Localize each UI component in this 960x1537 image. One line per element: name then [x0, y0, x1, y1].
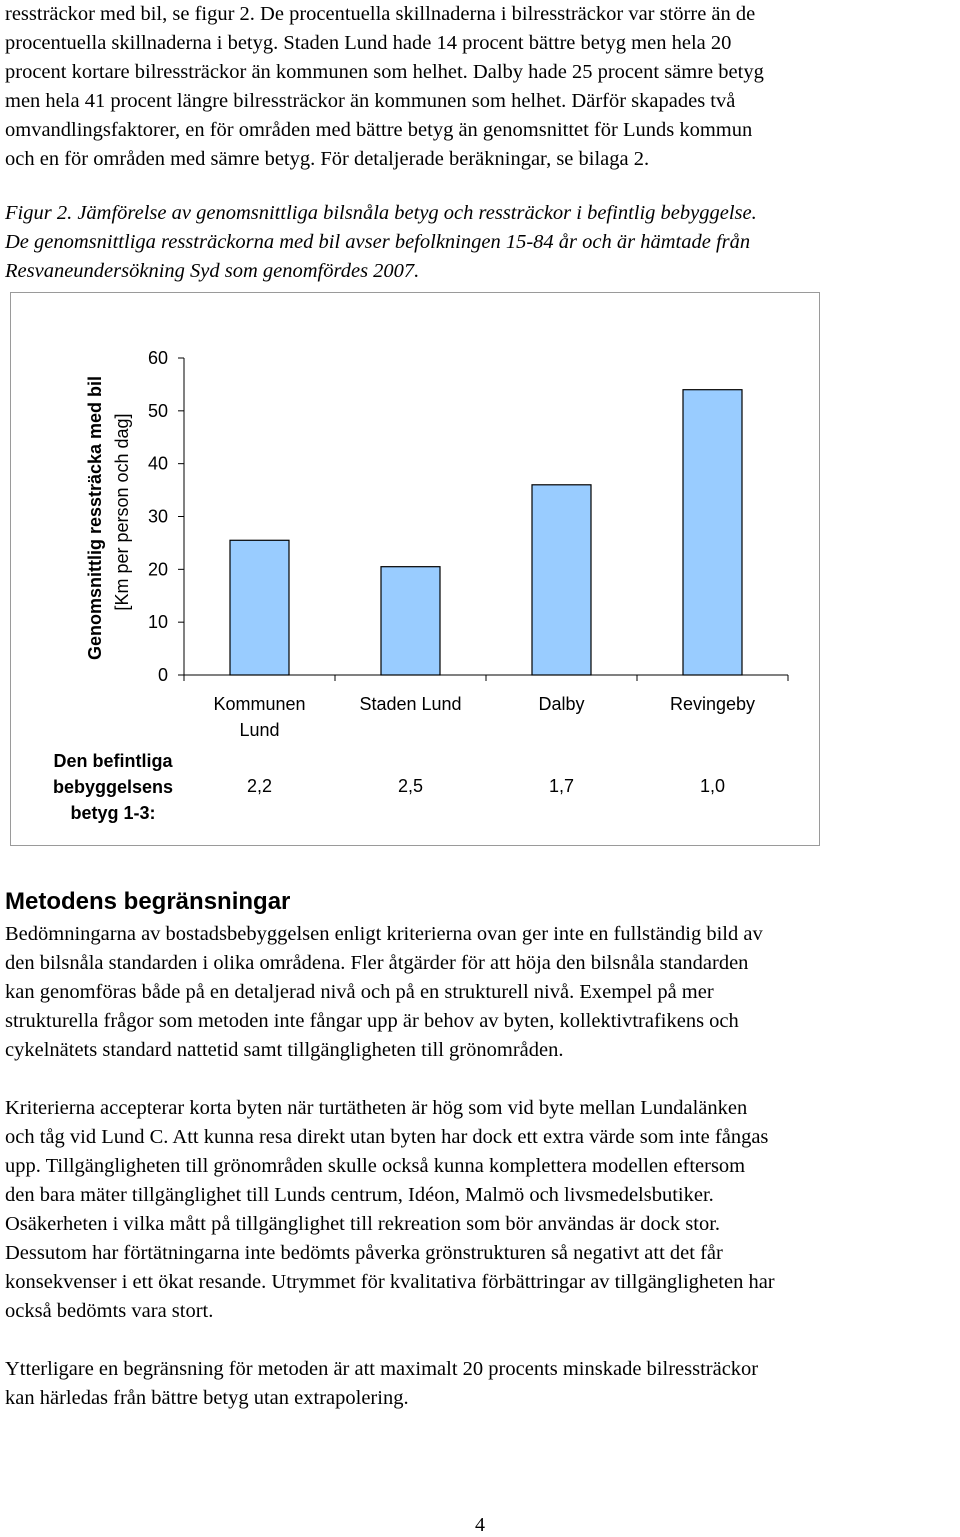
p3-line-2: kan härledas från bättre betyg utan extrapolering.	[5, 1387, 409, 1409]
score-label-line-3: betyg 1-3:	[70, 803, 156, 823]
section-paragraph-3	[5, 1355, 955, 1413]
section-heading: Metodens begränsningar	[5, 888, 291, 915]
section-paragraph-1	[5, 920, 955, 1065]
bars	[230, 390, 742, 675]
scores	[247, 776, 725, 796]
y-axis-title-line-1: Genomsnittlig ressträcka med bil	[85, 375, 105, 661]
p2-line-4: den bara mäter tillgänglighet till Lunds centrum, Idéon, Malmö och livsmedelsbutiker.	[5, 1184, 714, 1206]
p2-line-7: konsekvenser i ett ökat resande. Utrymmet för kvalitativa förbättringar av tillgängligheten har	[5, 1271, 775, 1293]
y-tick-label: 10	[147, 612, 168, 633]
score-label	[53, 751, 174, 823]
x-tick-label: Dalby	[538, 694, 585, 714]
p1-line-3: kan genomföras både på en detaljerad nivå och på en strukturell nivå. Exempel på mer	[5, 981, 714, 1003]
y-tick-label: 40	[147, 453, 168, 474]
y-tick-label: 60	[147, 348, 168, 368]
y-tick-label: 30	[147, 506, 168, 527]
y-axis-ticks	[148, 348, 184, 685]
intro-line-1: ressträckor med bil, se figur 2. De procentuella skillnaderna i bilressträckor var större än de	[5, 3, 756, 25]
p1-line-5: cykelnätets standard nattetid samt tillgängligheten till grönområden.	[5, 1039, 564, 1061]
p2-line-8: också bedömts vara stort.	[5, 1300, 214, 1322]
score-value: 1,0	[699, 776, 726, 796]
intro-line-2: procentuella skillnaderna i betyg. Staden Lund hade 14 procent bättre betyg men hela 20	[5, 32, 732, 54]
p1-line-2: den bilsnåla standarden i olika områdena. Fler åtgärder för att höja den bilsnåla standarden	[5, 952, 749, 974]
score-label-line-2: bebyggelsens	[52, 777, 174, 797]
y-tick-label: 20	[147, 559, 168, 580]
p1-line-4: strukturella frågor som metoden inte fångar upp är behov av byten, kollektivtrafikens och	[5, 1010, 739, 1032]
figure-caption-line-2: De genomsnittliga ressträckorna med bil avser befolkningen 15-84 år och är hämtade från	[5, 231, 751, 253]
figure-caption-line-3: Resvaneundersökning Syd som genomfördes 2007.	[5, 260, 420, 282]
score-value: 2,2	[246, 776, 273, 796]
figure-caption-line-1: Figur 2. Jämförelse av genomsnittliga bilsnåla betyg och ressträckor i befintlig bebyggelse.	[5, 202, 757, 224]
p2-line-3: upp. Tillgängligheten till grönområden skulle också kunna komplettera modellen eftersom	[5, 1155, 746, 1177]
y-axis-title-line-2: [Km per person och dag]	[112, 413, 132, 611]
p2-line-2: och tåg vid Lund C. Att kunna resa direkt utan byten har dock ett extra värde som inte fångas	[5, 1126, 769, 1148]
intro-line-4: men hela 41 procent längre bilressträckor än kommunen som helhet. Därför skapades två	[5, 90, 736, 112]
bar	[230, 540, 289, 675]
bar	[532, 485, 591, 675]
intro-line-6: och en för områden med sämre betyg. För detaljerade beräkningar, se bilaga 2.	[5, 148, 650, 170]
p2-line-5: Osäkerheten i vilka mått på tillgänglighet till rekreation som bör användas är dock stor.	[5, 1213, 721, 1235]
bar	[381, 567, 440, 675]
y-axis-title	[85, 376, 132, 660]
bar	[683, 390, 742, 675]
x-axis-labels	[184, 675, 788, 740]
x-tick-label: Kommunen	[213, 694, 306, 714]
section-paragraph-2	[5, 1094, 955, 1326]
p2-line-6: Dessutom har förtätningarna inte bedömts påverka grönstrukturen så negativt att det får	[5, 1242, 723, 1264]
intro-line-5: omvandlingsfaktorer, en för områden med bättre betyg än genomsnittet för Lunds kommun	[5, 119, 753, 141]
score-label-line-1: Den befintliga	[53, 751, 173, 771]
x-tick-label: Staden Lund	[359, 694, 462, 714]
p3-line-1: Ytterligare en begränsning för metoden är att maximalt 20 procents minskade bilressträckor	[5, 1358, 759, 1380]
y-tick-label: 0	[157, 665, 168, 685]
x-tick-label: Revingeby	[669, 694, 756, 714]
p2-line-1: Kriterierna accepterar korta byten när turtätheten är hög som vid byte mellan Lundalänken	[5, 1097, 748, 1119]
p1-line-1: Bedömningarna av bostadsbebyggelsen enligt kriterierna ovan ger inte en fullständig bild av	[5, 923, 763, 945]
page-number: 4	[475, 1514, 485, 1536]
y-tick-label: 50	[147, 400, 168, 421]
score-value: 1,7	[548, 776, 575, 796]
score-value: 2,5	[397, 776, 424, 796]
x-tick-label: Lund	[239, 720, 280, 740]
intro-line-3: procent kortare bilressträckor än kommunen som helhet. Dalby hade 25 procent sämre betyg	[5, 61, 764, 83]
